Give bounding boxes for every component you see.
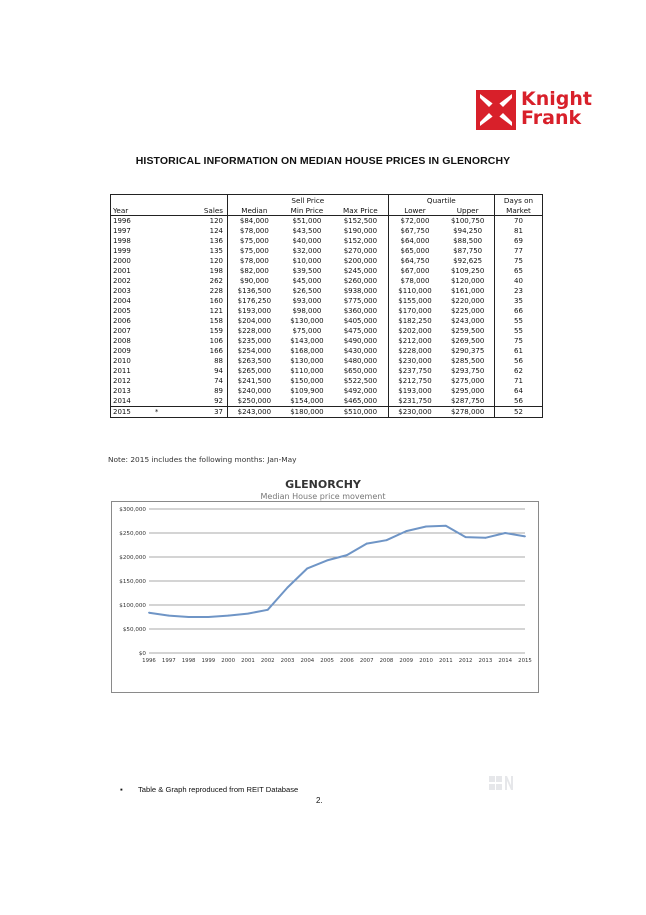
min-price-cell: $40,000 [292,236,322,245]
upper-quartile-cell: $269,500 [450,336,485,345]
max-price-cell: $270,000 [343,246,378,255]
sales-cell: 94 [214,366,223,375]
lower-quartile-cell: $64,750 [388,256,441,266]
knight-frank-logo [476,88,592,132]
table-row [111,356,543,366]
days-on-market-cell: 55 [494,326,542,336]
upper-quartile-cell: $100,750 [450,216,485,225]
upper-column-header: Upper [441,205,494,216]
upper-quartile-cell: $293,750 [450,366,485,375]
year-value: 2009 [113,346,131,355]
days-on-market-cell: 52 [494,407,542,418]
data-point [188,616,190,618]
year-cell [111,346,174,356]
lower-quartile-cell: $230,000 [388,356,441,366]
min-price-cell: $109,900 [290,386,324,395]
table-row [111,396,543,407]
year-cell [111,286,174,296]
min-price-cell: $45,000 [292,276,322,285]
max-price-cell: $522,500 [343,376,378,385]
max-price-cell: $152,000 [343,236,378,245]
sales-cell: 166 [209,346,223,355]
year-value: 2012 [113,376,131,385]
max-price-cell: $465,000 [343,396,378,405]
x-tick-label: 2014 [498,658,513,664]
watermark-icon [488,774,514,792]
days-on-market-cell: 77 [494,246,542,256]
table-row [111,246,543,256]
lower-quartile-cell: $212,750 [388,376,441,386]
median-cell: $204,000 [228,316,281,326]
logo-emblem-icon [476,90,516,130]
x-tick-label: 1996 [142,658,156,664]
x-tick-label: 1997 [161,658,176,664]
sales-cell: 158 [209,316,223,325]
page-number: 2. [316,796,323,805]
sell-price-group-header: Sell Price [228,195,389,206]
data-point [366,543,368,545]
year-cell [111,216,174,227]
table-row [111,276,543,286]
data-point [485,537,487,539]
year-cell [111,316,174,326]
upper-quartile-cell: $92,625 [453,256,483,265]
lower-quartile-cell: $212,000 [388,336,441,346]
median-cell: $243,000 [228,407,281,418]
upper-quartile-cell: $243,000 [450,316,485,325]
min-price-cell: $168,000 [290,346,324,355]
x-tick-label: 2009 [399,658,414,664]
median-cell: $78,000 [228,226,281,236]
x-tick-label: 2007 [359,658,374,664]
median-cell: $82,000 [228,266,281,276]
min-price-cell: $26,500 [292,286,322,295]
min-price-cell: $93,000 [292,296,322,305]
table-row [111,296,543,306]
sales-cell: 135 [209,246,223,255]
y-tick-label: $200,000 [119,555,146,562]
min-price-cell: $110,000 [290,366,324,375]
median-cell: $265,000 [228,366,281,376]
upper-quartile-cell: $278,000 [441,407,494,418]
upper-quartile-cell: $87,750 [453,246,483,255]
data-point [425,526,427,528]
median-cell: $176,250 [228,296,281,306]
sales-cell: 92 [214,396,223,405]
x-tick-label: 2012 [458,658,473,664]
lower-quartile-cell: $65,000 [388,246,441,256]
sales-cell: 198 [209,266,223,275]
upper-quartile-cell: $295,000 [450,386,485,395]
year-cell [111,386,174,396]
sales-cell: 88 [214,356,223,365]
footnote-bullet: ▪ [120,785,123,794]
x-tick-label: 2006 [340,658,354,664]
year-value: 1996 [113,216,131,225]
median-cell: $75,000 [228,236,281,246]
sales-cell: 228 [209,286,223,295]
sales-cell: 120 [209,216,223,225]
data-point [247,613,249,615]
days-on-market-cell: 81 [494,226,542,236]
max-price-cell: $405,000 [343,316,378,325]
table-row [111,236,543,246]
data-point [267,609,269,611]
lower-quartile-cell: $67,750 [388,226,441,236]
median-cell: $263,500 [228,356,281,366]
table-row [111,336,543,346]
days-on-market-cell: 56 [494,396,542,407]
year-cell [111,336,174,346]
footnote [120,785,298,794]
upper-quartile-cell: $290,375 [450,346,485,355]
max-price-cell: $938,000 [343,286,378,295]
sales-cell: 89 [214,386,223,395]
table-row [111,407,543,418]
min-price-cell: $180,000 [281,407,333,418]
sales-cell: 74 [214,376,223,385]
median-cell: $240,000 [228,386,281,396]
lower-quartile-cell: $202,000 [388,326,441,336]
min-price-cell: $130,000 [290,316,324,325]
year-value: 2014 [113,396,131,405]
year-cell [111,407,174,418]
year-value: 2013 [113,386,131,395]
sales-cell: 262 [209,276,223,285]
table-row [111,366,543,376]
days-on-market-cell: 75 [494,336,542,346]
min-price-cell: $150,000 [290,376,324,385]
lower-quartile-cell: $228,000 [388,346,441,356]
year-cell [111,356,174,366]
min-price-cell: $43,500 [292,226,322,235]
lower-quartile-cell: $67,000 [388,266,441,276]
median-price-line-chart [111,501,539,693]
median-cell: $241,500 [228,376,281,386]
sales-cell: 37 [173,407,228,418]
upper-quartile-cell: $225,000 [450,306,485,315]
year-cell [111,326,174,336]
min-price-cell: $10,000 [292,256,322,265]
sales-cell: 136 [209,236,223,245]
year-value: 2002 [113,276,131,285]
x-tick-label: 2013 [478,658,493,664]
max-price-cell: $480,000 [343,356,378,365]
lower-quartile-cell: $170,000 [388,306,441,316]
x-tick-label: 2002 [260,658,275,664]
min-price-cell: $143,000 [290,336,324,345]
year-value: 2004 [113,296,131,305]
lower-quartile-cell: $155,000 [388,296,441,306]
year-footnote-mark: * [154,407,159,416]
max-price-cell: $430,000 [343,346,378,355]
data-point [346,554,348,556]
data-point [227,615,229,617]
sales-cell: 159 [209,326,223,335]
year-cell [111,376,174,386]
upper-quartile-cell: $220,000 [450,296,485,305]
min-price-cell: $154,000 [290,396,324,405]
median-cell: $78,000 [228,256,281,266]
days-on-market-cell: 65 [494,266,542,276]
max-price-cell: $260,000 [343,276,378,285]
max-price-cell: $152,500 [343,216,378,225]
chart-title: GLENORCHY [285,478,361,491]
y-tick-label: $100,000 [119,603,146,610]
max-price-cell: $492,000 [343,386,378,395]
table-row [111,226,543,236]
median-cell: $228,000 [228,326,281,336]
upper-quartile-cell: $88,500 [453,236,483,245]
data-point [465,536,467,538]
x-tick-label: 2008 [379,658,394,664]
year-cell [111,306,174,316]
year-cell [111,246,174,256]
max-price-cell: $510,000 [333,407,388,418]
year-value: 2001 [113,266,131,275]
median-cell: $250,000 [228,396,281,407]
x-tick-label: 2010 [419,658,433,664]
y-tick-label: $300,000 [119,507,146,514]
data-point [306,568,308,570]
upper-quartile-cell: $94,250 [453,226,483,235]
x-tick-label: 1998 [181,658,196,664]
x-tick-label: 2015 [518,658,532,664]
y-tick-label: $0 [138,651,146,658]
upper-quartile-cell: $275,000 [450,376,485,385]
max-price-cell: $190,000 [343,226,378,235]
year-value: 2003 [113,286,131,295]
x-tick-label: 2000 [221,658,236,664]
max-price-cell: $360,000 [343,306,378,315]
min-price-column-header: Min Price [281,205,333,216]
year-value: 2007 [113,326,131,335]
days-on-market-cell: 56 [494,356,542,366]
data-point [386,539,388,541]
sales-cell: 106 [209,336,223,345]
median-cell: $75,000 [228,246,281,256]
y-tick-label: $250,000 [119,531,146,538]
lower-column-header: Lower [388,205,441,216]
x-tick-label: 2004 [300,658,315,664]
quartile-group-header: Quartile [388,195,494,206]
upper-quartile-cell: $109,250 [450,266,485,275]
days-on-market-cell: 23 [494,286,542,296]
table-row [111,266,543,276]
data-point [445,525,447,527]
max-price-cell: $650,000 [343,366,378,375]
year-value: 2015 [113,407,131,416]
data-point [168,615,170,617]
min-price-cell: $98,000 [292,306,322,315]
min-price-cell: $130,000 [290,356,324,365]
days-on-market-cell: 40 [494,276,542,286]
year-cell [111,366,174,376]
table-row [111,326,543,336]
footnote-text: Table & Graph reproduced from REIT Database [138,785,299,794]
x-tick-label: 2005 [320,658,334,664]
year-cell [111,396,174,407]
price-history-table [110,194,543,418]
days-on-market-cell: 62 [494,366,542,376]
lower-quartile-cell: $182,250 [388,316,441,326]
y-tick-label: $50,000 [122,627,146,634]
x-tick-label: 2001 [241,658,255,664]
days-on-group-header: Days on [494,195,542,206]
max-price-cell: $245,000 [343,266,378,275]
table-row [111,286,543,296]
days-on-market-cell: 55 [494,316,542,326]
table-row [111,346,543,356]
max-price-cell: $200,000 [343,256,378,265]
year-cell [111,296,174,306]
market-column-header: Market [494,205,542,216]
table-column-header-row [111,205,543,216]
table-row [111,386,543,396]
min-price-cell: $75,000 [292,326,322,335]
year-value: 2008 [113,336,131,345]
median-cell: $136,500 [228,286,281,296]
year-value: 2000 [113,256,131,265]
x-tick-label: 2011 [438,658,453,664]
data-point [524,535,526,537]
table-row [111,306,543,316]
max-price-cell: $775,000 [343,296,378,305]
upper-quartile-cell: $120,000 [450,276,485,285]
days-on-market-cell: 70 [494,216,542,227]
min-price-cell: $51,000 [292,216,322,225]
days-on-market-cell: 75 [494,256,542,266]
year-value: 1999 [113,246,131,255]
max-price-cell: $490,000 [343,336,378,345]
table-body [111,216,543,418]
days-on-market-cell: 66 [494,306,542,316]
max-price-column-header: Max Price [333,205,388,216]
data-point [287,587,289,589]
median-column-header: Median [228,205,281,216]
data-point [326,559,328,561]
lower-quartile-cell: $231,750 [388,396,441,407]
lower-quartile-cell: $193,000 [388,386,441,396]
upper-quartile-cell: $285,500 [450,356,485,365]
year-value: 2005 [113,306,131,315]
table-group-header-row [111,195,543,206]
year-cell [111,276,174,286]
year-value: 1997 [113,226,131,235]
data-point [405,530,407,532]
lower-quartile-cell: $72,000 [388,216,441,227]
x-tick-label: 2003 [280,658,295,664]
data-point [148,612,150,614]
min-price-cell: $32,000 [292,246,322,255]
days-on-market-cell: 69 [494,236,542,246]
year-column-header: Year [111,205,174,216]
min-price-cell: $39,500 [292,266,322,275]
days-on-market-cell: 64 [494,386,542,396]
year-cell [111,266,174,276]
y-tick-label: $150,000 [119,579,146,586]
chart-subtitle: Median House price movement [260,492,386,501]
x-tick-label: 1999 [201,658,216,664]
days-on-market-cell: 71 [494,376,542,386]
year-value: 2011 [113,366,131,375]
lower-quartile-cell: $230,000 [388,407,441,418]
lower-quartile-cell: $110,000 [388,286,441,296]
series-line [149,526,525,617]
logo-wordmark: Knight Frank [521,88,592,129]
year-value: 2006 [113,316,131,325]
upper-quartile-cell: $287,750 [450,396,485,405]
sales-cell: 124 [209,226,223,235]
lower-quartile-cell: $64,000 [388,236,441,246]
year-value: 2010 [113,356,131,365]
table-row [111,256,543,266]
table-row [111,216,543,227]
median-cell: $84,000 [228,216,281,227]
year-value: 1998 [113,236,131,245]
max-price-cell: $475,000 [343,326,378,335]
table-row [111,376,543,386]
upper-quartile-cell: $259,500 [450,326,485,335]
table-row [111,316,543,326]
sales-cell: 121 [209,306,223,315]
sales-column-header: Sales [173,205,228,216]
lower-quartile-cell: $78,000 [388,276,441,286]
year-cell [111,256,174,266]
sales-cell: 160 [209,296,223,305]
data-point [504,532,506,534]
days-on-market-cell: 35 [494,296,542,306]
lower-quartile-cell: $237,750 [388,366,441,376]
median-cell: $193,000 [228,306,281,316]
median-cell: $254,000 [228,346,281,356]
table-note: Note: 2015 includes the following months: Jan-May [108,455,297,464]
days-on-market-cell: 61 [494,346,542,356]
median-cell: $235,000 [228,336,281,346]
year-cell [111,226,174,236]
year-cell [111,236,174,246]
sales-cell: 120 [209,256,223,265]
data-point [207,616,209,618]
page-title: HISTORICAL INFORMATION ON MEDIAN HOUSE PRICES IN GLENORCHY [135,155,511,167]
median-cell: $90,000 [228,276,281,286]
upper-quartile-cell: $161,000 [450,286,485,295]
